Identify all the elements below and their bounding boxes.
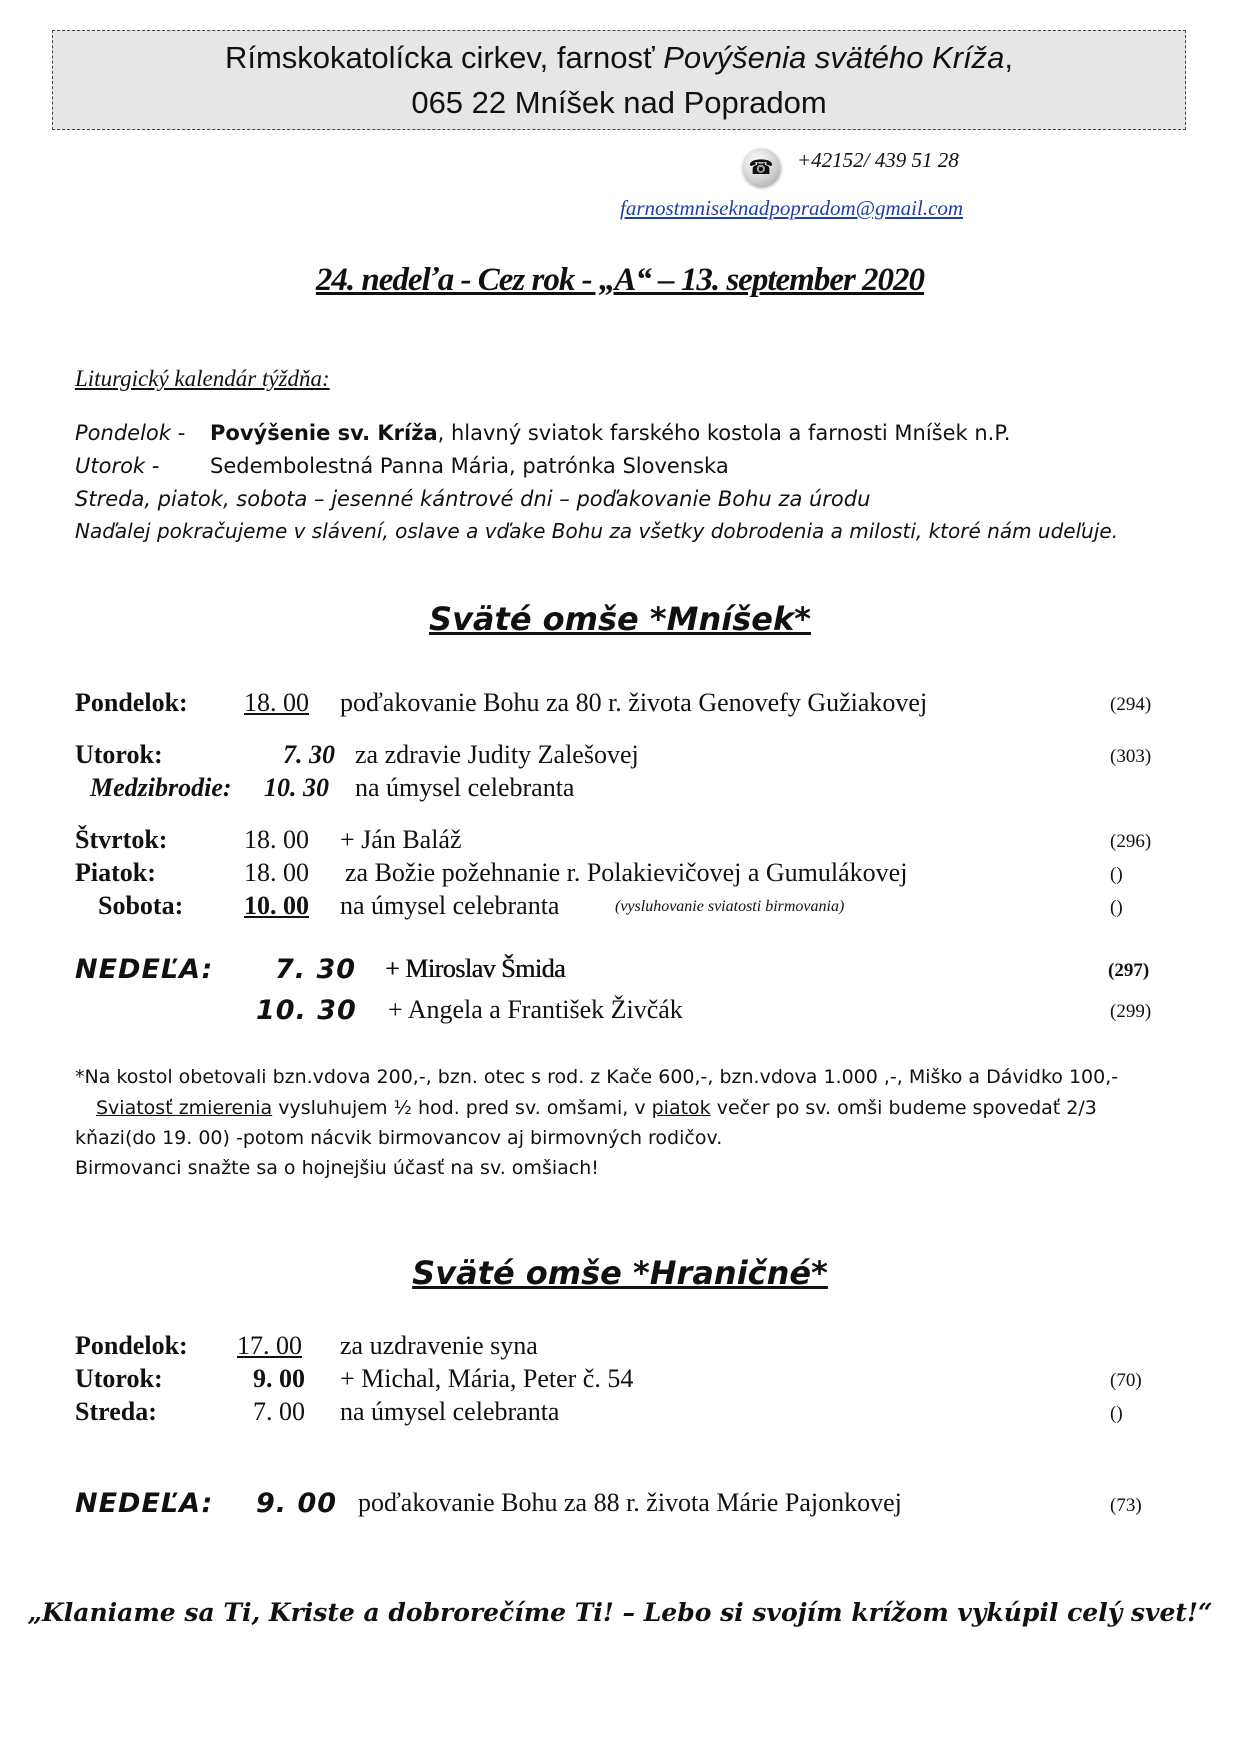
mass-number: (297) xyxy=(1108,960,1150,981)
mass-note: (vysluhovanie sviatosti birmovania) xyxy=(615,898,845,915)
mass-time: 7. 30 xyxy=(275,954,357,985)
calendar-tuesday-day: Utorok - xyxy=(75,454,160,478)
mass-time: 10. 30 xyxy=(256,995,357,1026)
mass-number: () xyxy=(1110,897,1123,918)
sunday-label: NEDEĽA: xyxy=(75,1488,214,1519)
parish-header xyxy=(52,30,1186,130)
calendar-monday-text xyxy=(210,421,1010,445)
mass-time: 17. 00 xyxy=(237,1331,302,1360)
mass-time: 7. 00 xyxy=(253,1397,305,1426)
mass-day: Sobota: xyxy=(98,891,184,920)
confession-text: vysluhujem ½ hod. pred sv. omšami, v xyxy=(272,1097,652,1119)
mass-day: Piatok: xyxy=(75,858,156,887)
mass-time: 9. 00 xyxy=(253,1364,305,1393)
mass-number: (299) xyxy=(1110,1001,1152,1022)
mass-day: Medzibrodie: xyxy=(90,773,232,802)
mass-day: Utorok: xyxy=(75,740,163,769)
mass-day: Štvrtok: xyxy=(75,825,168,854)
mass-number: (70) xyxy=(1110,1370,1142,1391)
mass-time: 10. 30 xyxy=(264,773,329,802)
mass-intention: + Ján Baláž xyxy=(340,825,462,854)
mass-intention: + Angela a František Živčák xyxy=(388,995,683,1024)
mass-day: Pondelok: xyxy=(75,688,188,717)
mass-number: (303) xyxy=(1110,746,1152,767)
mass-day: Pondelok: xyxy=(75,1331,188,1360)
closing-prayer: „Klaniame sa Ti, Kriste a dobrorečíme Ti! – Lebo si svojím krížom vykúpil celý svet!“ xyxy=(27,1598,1213,1627)
mass-intention: na úmysel celebranta xyxy=(340,1397,560,1426)
mass-intention: na úmysel celebranta xyxy=(340,891,560,920)
mass-day: Streda: xyxy=(75,1397,157,1426)
mass-time: 9. 00 xyxy=(256,1488,338,1519)
calendar-heading: Liturgický kalendár týždňa: xyxy=(75,366,330,391)
calendar-monday-day: Pondelok - xyxy=(75,421,186,445)
email-link[interactable]: farnostmniseknadpopradom@gmail.com xyxy=(620,196,964,220)
mass-intention: za zdravie Judity Zalešovej xyxy=(355,740,639,769)
mass-intention: poďakovanie Bohu za 80 r. života Genovefy Gužiakovej xyxy=(340,688,928,717)
mass-number: () xyxy=(1110,1403,1123,1424)
mass-intention: + Michal, Mária, Peter č. 54 xyxy=(340,1364,634,1393)
mass-number: (73) xyxy=(1110,1495,1142,1516)
mass-intention: + Miroslav Šmida xyxy=(385,954,565,983)
mass-time: 18. 00 xyxy=(244,688,309,717)
confession-note xyxy=(96,1097,1097,1119)
confession-label: Sviatosť zmierenia xyxy=(96,1097,273,1119)
page-title: 24. nedeľa - Cez rok - „A“ – 13. september 2020 xyxy=(315,262,925,298)
offerings-note: *Na kostol obetovali bzn.vdova 200,-, bzn. otec s rod. z Kače 600,-, bzn.vdova 1.000 ,-, Miško a Dávidko 100,- xyxy=(75,1066,1119,1088)
mass-day: Utorok: xyxy=(75,1364,163,1393)
header-comma: , xyxy=(1004,40,1014,75)
calendar-tuesday-text: Sedembolestná Panna Mária, patrónka Slovenska xyxy=(210,454,729,478)
mass-intention: na úmysel celebranta xyxy=(355,773,575,802)
rehearsal-note: kňazi(do 19. 00) -potom nácvik birmovancov aj birmovných rodičov. xyxy=(75,1127,723,1149)
header-line-1 xyxy=(53,35,1185,80)
calendar-monday-feast: Povýšenie sv. Kríža xyxy=(210,421,438,445)
phone-number: +42152/ 439 51 28 xyxy=(797,148,959,172)
mass-time: 18. 00 xyxy=(244,858,309,887)
section-title-hranicne: Sväté omše *Hraničné* xyxy=(412,1254,828,1292)
telephone-icon: ☎ xyxy=(742,148,780,186)
confirmands-note: Birmovanci snažte sa o hojnejšiu účasť na sv. omšiach! xyxy=(75,1157,599,1179)
sunday-label: NEDEĽA: xyxy=(75,954,214,985)
header-parish-name: Povýšenia svätého Kríža xyxy=(663,40,1005,75)
section-title-mnisek: Sväté omše *Mníšek* xyxy=(429,600,811,638)
calendar-embertide: Streda, piatok, sobota – jesenné kántrové dni – poďakovanie Bohu za úrodu xyxy=(75,487,871,511)
mass-time: 10. 00 xyxy=(244,891,309,920)
mass-time: 7. 30 xyxy=(283,740,335,769)
mass-time: 18. 00 xyxy=(244,825,309,854)
mass-intention: za uzdravenie syna xyxy=(340,1331,538,1360)
confession-text-end: večer po sv. omši budeme spovedať 2/3 xyxy=(710,1097,1097,1119)
calendar-monday-rest: , hlavný sviatok farského kostola a farnosti Mníšek n.P. xyxy=(437,421,1011,445)
friday-label: piatok xyxy=(651,1097,711,1119)
mass-number: (294) xyxy=(1110,694,1152,715)
header-address: 065 22 Mníšek nad Popradom xyxy=(411,85,827,120)
calendar-thanksgiving: Naďalej pokračujeme v slávení, oslave a vďake Bohu za všetky dobrodenia a milosti, ktoré nám udeľuje. xyxy=(75,519,1119,543)
mass-intention: za Božie požehnanie r. Polakievičovej a Gumulákovej xyxy=(345,858,908,887)
header-parish-prefix: Rímskokatolícka cirkev, farnosť xyxy=(224,40,664,75)
mass-number: () xyxy=(1110,864,1123,885)
mass-intention: poďakovanie Bohu za 88 r. života Márie Pajonkovej xyxy=(358,1488,902,1517)
mass-number: (296) xyxy=(1110,831,1152,852)
